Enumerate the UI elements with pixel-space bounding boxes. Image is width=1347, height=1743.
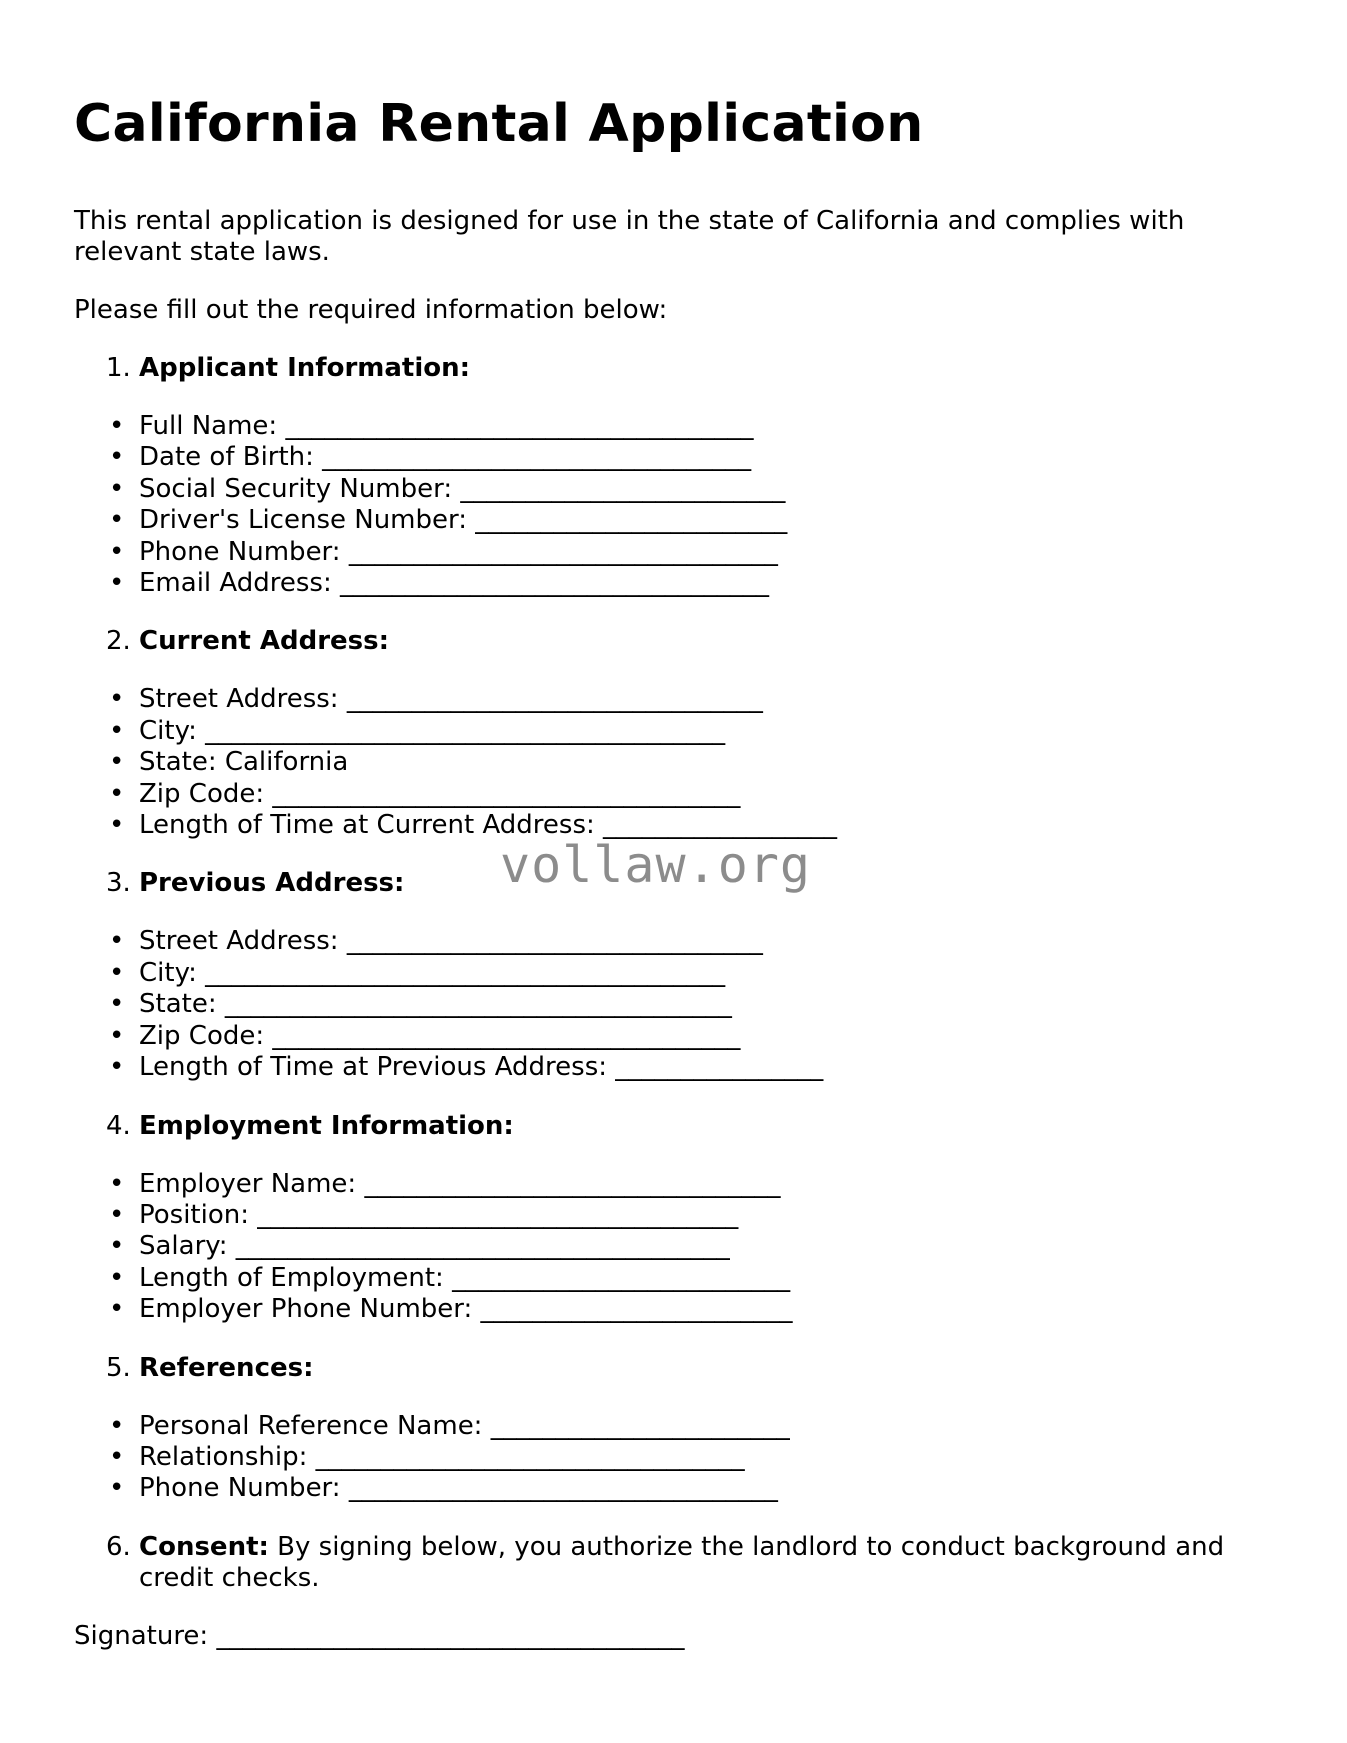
bullet-icon: • xyxy=(109,1473,125,1504)
section-consent xyxy=(74,1532,1274,1594)
field-label: Street Address: ________________________________ xyxy=(139,684,763,715)
section-list xyxy=(74,353,1274,1594)
reference-phone-field[interactable] xyxy=(74,1473,1274,1504)
bullet-icon: • xyxy=(109,778,125,809)
bullet-icon: • xyxy=(109,926,125,957)
bullet-icon: • xyxy=(109,442,125,473)
bullet-icon: • xyxy=(109,1020,125,1051)
section-applicant-information xyxy=(74,353,1274,599)
field-label: Phone Number: _________________________________ xyxy=(139,536,778,567)
section-heading: Consent: xyxy=(139,1531,269,1562)
field-list xyxy=(74,926,1274,1083)
field-label: Employer Name: ________________________________ xyxy=(139,1168,781,1199)
employer-phone-field[interactable] xyxy=(74,1294,1274,1325)
field-label: State: _______________________________________ xyxy=(139,989,732,1020)
section-heading: Current Address: xyxy=(139,626,390,657)
employer-name-field[interactable] xyxy=(74,1169,1274,1200)
bullet-icon: • xyxy=(109,684,125,715)
previous-length-of-time-field[interactable] xyxy=(74,1052,1274,1083)
field-label: Employer Phone Number: ________________________ xyxy=(139,1294,793,1325)
reference-name-field[interactable] xyxy=(74,1411,1274,1442)
section-number: 5. xyxy=(106,1352,131,1383)
bullet-icon: • xyxy=(109,957,125,988)
section-heading: References: xyxy=(139,1352,314,1383)
field-label: Length of Time at Current Address: __________________ xyxy=(139,810,838,841)
bullet-icon: • xyxy=(109,473,125,504)
field-label: Position: _____________________________________ xyxy=(139,1199,739,1230)
email-address-field[interactable] xyxy=(74,568,1274,599)
current-street-address-field[interactable] xyxy=(74,684,1274,715)
bullet-icon: • xyxy=(109,1052,125,1083)
previous-state-field[interactable] xyxy=(74,989,1274,1020)
section-heading: Employment Information: xyxy=(139,1110,514,1141)
section-references xyxy=(74,1353,1274,1505)
section-number: 1. xyxy=(106,353,131,383)
bullet-icon: • xyxy=(109,989,125,1020)
bullet-icon: • xyxy=(109,1441,125,1472)
field-label: Social Security Number: _________________________ xyxy=(139,473,786,504)
section-number: 4. xyxy=(106,1110,131,1141)
field-label: State: California xyxy=(139,747,349,778)
previous-street-address-field[interactable] xyxy=(74,926,1274,957)
date-of-birth-field[interactable] xyxy=(74,442,1274,473)
bullet-icon: • xyxy=(109,1294,125,1325)
length-of-employment-field[interactable] xyxy=(74,1263,1274,1294)
section-number: 2. xyxy=(106,626,131,657)
previous-zip-code-field[interactable] xyxy=(74,1021,1274,1052)
section-number: 3. xyxy=(106,868,131,899)
bullet-icon: • xyxy=(109,1168,125,1199)
ssn-field[interactable] xyxy=(74,474,1274,505)
section-current-address xyxy=(74,626,1274,841)
field-label: Personal Reference Name: _______________________ xyxy=(139,1410,790,1441)
phone-number-field[interactable] xyxy=(74,537,1274,568)
signature-field[interactable]: Signature: ____________________________________ xyxy=(74,1620,685,1651)
watermark: vollaw.org xyxy=(500,836,812,894)
full-name-field[interactable] xyxy=(74,411,1274,442)
section-employment-information xyxy=(74,1111,1274,1326)
field-list xyxy=(74,1411,1274,1505)
field-label: Phone Number: _________________________________ xyxy=(139,1473,778,1504)
field-list xyxy=(74,684,1274,841)
reference-relationship-field[interactable] xyxy=(74,1442,1274,1473)
current-zip-code-field[interactable] xyxy=(74,779,1274,810)
section-number: 6. xyxy=(106,1531,131,1562)
bullet-icon: • xyxy=(109,715,125,746)
field-list xyxy=(74,411,1274,599)
field-label: Salary: ______________________________________ xyxy=(139,1231,730,1262)
section-heading: Previous Address: xyxy=(139,868,405,899)
bullet-icon: • xyxy=(109,536,125,567)
field-list xyxy=(74,1169,1274,1326)
field-label: Relationship: _________________________________ xyxy=(139,1441,745,1472)
intro-text: This rental application is designed for use in the state of California and complies with relevant state laws. xyxy=(74,206,1185,267)
section-heading: Applicant Information: xyxy=(139,353,471,383)
bullet-icon: • xyxy=(109,1199,125,1230)
field-label: City: ________________________________________ xyxy=(139,715,726,746)
bullet-icon: • xyxy=(109,747,125,778)
instruction-text: Please fill out the required information below: xyxy=(74,295,668,325)
section-previous-address xyxy=(74,868,1274,1083)
field-label: Email Address: _________________________________ xyxy=(139,568,769,599)
bullet-icon: • xyxy=(109,411,125,441)
field-label: Length of Time at Previous Address: ________________ xyxy=(139,1052,824,1083)
bullet-icon: • xyxy=(109,505,125,536)
field-label: Street Address: ________________________________ xyxy=(139,926,763,957)
field-label: Full Name: ____________________________________ xyxy=(139,411,754,441)
bullet-icon: • xyxy=(109,1410,125,1441)
field-label: Length of Employment: __________________________ xyxy=(139,1262,791,1293)
consent-text: By signing below, you authorize the landlord to conduct background and credit checks. xyxy=(139,1531,1225,1593)
current-city-field[interactable] xyxy=(74,716,1274,747)
field-label: Driver's License Number: ________________________ xyxy=(139,505,788,536)
bullet-icon: • xyxy=(109,1262,125,1293)
field-label: City: ________________________________________ xyxy=(139,957,726,988)
position-field[interactable] xyxy=(74,1200,1274,1231)
bullet-icon: • xyxy=(109,568,125,599)
salary-field[interactable] xyxy=(74,1231,1274,1262)
bullet-icon: • xyxy=(109,810,125,841)
current-state-field xyxy=(74,747,1274,778)
page-title: California Rental Application xyxy=(74,94,924,154)
previous-city-field[interactable] xyxy=(74,958,1274,989)
field-label: Zip Code: ____________________________________ xyxy=(139,1020,741,1051)
bullet-icon: • xyxy=(109,1231,125,1262)
field-label: Date of Birth: _________________________________ xyxy=(139,442,752,473)
field-label: Zip Code: ____________________________________ xyxy=(139,778,741,809)
drivers-license-field[interactable] xyxy=(74,505,1274,536)
